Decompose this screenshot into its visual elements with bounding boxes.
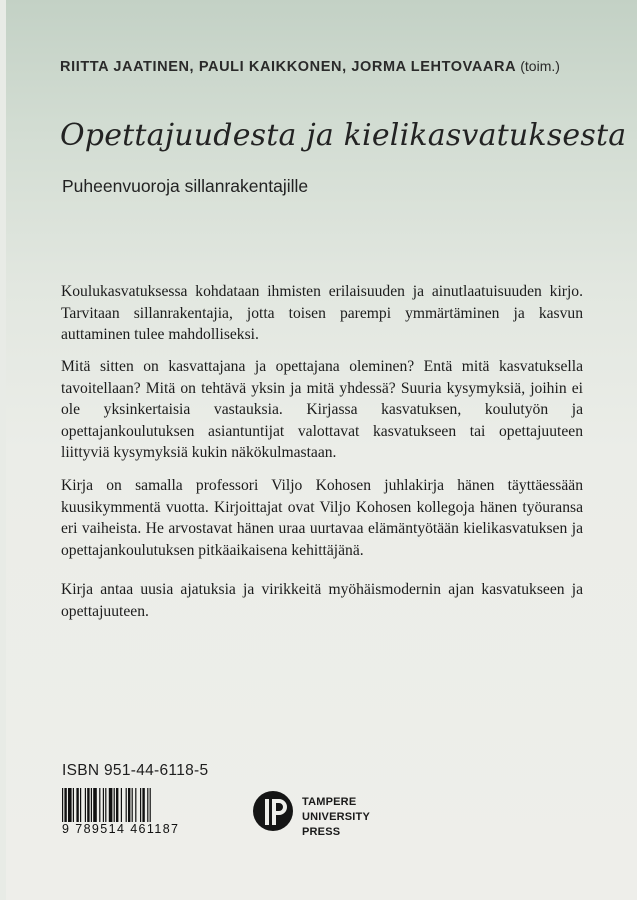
barcode-bar: [132, 788, 133, 822]
barcode-bar: [142, 788, 144, 822]
barcode-digits: 9 789514 461187: [62, 822, 180, 836]
barcode-bar: [99, 788, 100, 822]
blurb-paragraph-2: Mitä sitten on kasvattajana ja opettajana oleminen? Entä mitä kasvatuksella tavoitellaan? Mitä on tehtävä yksin ja mitä yhdessä? Suuria kysymyksiä, joihin ei ole yksinkertaisia vastauksia. Kirjassa kasvatuksen, koulutyön ja opettajankoulutuksen asiantuntijat valottavat kasvatukseen tai opettajuuteen liittyviä kysymyksiä kukin näkökulmastaan.: [61, 358, 583, 461]
barcode-bar: [128, 788, 130, 822]
barcode-bar: [85, 788, 86, 822]
author-names: RIITTA JAATINEN, PAULI KAIKKONEN, JORMA LEHTOVAARA: [60, 59, 516, 75]
publisher-logo-icon: [252, 790, 294, 832]
publisher-line-2: UNIVERSITY: [302, 811, 371, 823]
blurb-paragraph-4: Kirja antaa uusia ajatuksia ja virikkeitä myöhäismodernin ajan kasvatukseen ja opettajuuteen.: [61, 581, 583, 620]
book-subtitle: Puheenvuoroja sillanrakentajille: [62, 176, 309, 196]
publisher-line-3: PRESS: [302, 826, 341, 838]
cover-edge: [0, 0, 6, 900]
barcode-bar: [93, 788, 97, 822]
barcode-bar: [73, 788, 74, 822]
barcode-bar: [80, 788, 81, 822]
barcode-bar: [121, 788, 122, 822]
barcode-bar: [140, 788, 141, 822]
blurb-paragraph-3: Kirja on samalla professori Viljo Kohosen juhlakirja hänen täyttäessään kuusikymmentä vuotta. Kirjoittajat ovat Viljo Kohosen kollegoja hänen työuransa eri vaiheista. He arvostavat hänen uraa uurtavaa elämäntyötään kielikasvatuksen ja opettajankoulutuksen pitkäaikaisena kehittäjänä.: [61, 477, 583, 559]
barcode-bar: [103, 788, 104, 822]
barcode-bar: [62, 788, 63, 822]
barcode-bar: [109, 788, 113, 822]
barcode: [62, 788, 184, 822]
barcode-bar: [114, 788, 115, 822]
authors-line: [60, 58, 620, 75]
isbn-number: ISBN 951-44-6118-5: [62, 762, 209, 779]
barcode-bar: [126, 788, 127, 822]
barcode-bar: [76, 788, 78, 822]
barcode-bar: [135, 788, 136, 822]
editor-role: (toim.): [520, 58, 560, 74]
barcode-bar: [116, 788, 118, 822]
barcode-bar: [105, 788, 106, 822]
barcode-bar: [147, 788, 148, 822]
book-title: Opettajuudesta ja kielikasvatuksesta: [60, 118, 627, 153]
barcode-bar: [87, 788, 89, 822]
publisher-name: [302, 795, 370, 840]
barcode-bar: [64, 788, 66, 822]
barcode-bar: [68, 788, 72, 822]
blurb-paragraph-1: Koulukasvatuksessa kohdataan ihmisten erilaisuuden ja ainutlaatuisuuden kirjo. Tarvitaan sillanrakentajia, jotta toisen parempi ymmärtäminen ja kasvun auttaminen tulee mahdolliseksi.: [61, 283, 583, 343]
barcode-bar: [91, 788, 92, 822]
barcode-bar: [150, 788, 151, 822]
publisher-line-1: TAMPERE: [302, 796, 357, 808]
